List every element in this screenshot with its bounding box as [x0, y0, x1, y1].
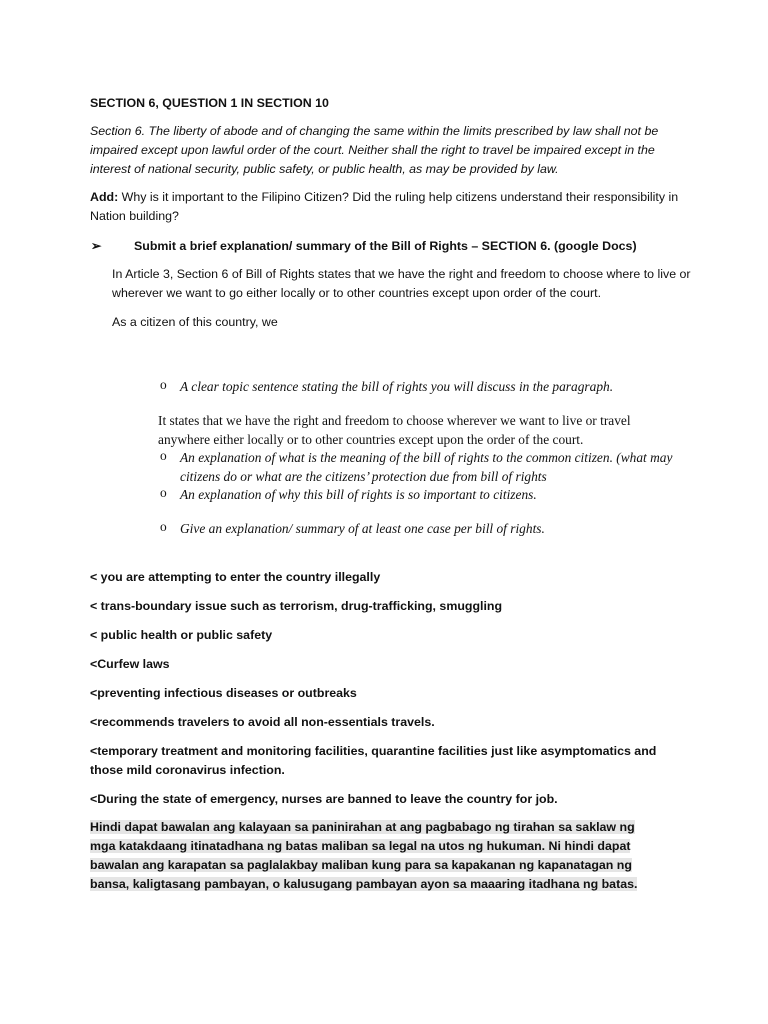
add-question-text: Why is it important to the Filipino Citizen? Did the ruling help citizens understand their responsibility in Nation building?: [90, 190, 679, 223]
add-label: Add:: [90, 190, 119, 204]
section6-quote: Section 6. The liberty of abode and of changing the same within the limits prescribed by law shall not be impaired except upon lawful order of the court. Neither shall the right to travel be impaired except in the interest of national security, public safety, or public health, as may be provided by law.: [90, 124, 659, 176]
circle-bullet-icon: o: [160, 377, 167, 392]
highlighted-filipino-text: Hindi dapat bawalan ang kalayaan sa paninirahan at ang pagbabago ng tirahan sa saklaw ng mga katakdaang itinatadhana ng batas maliban sa legal na utos ng hukuman. Ni hindi dapat bawalan ang karapatan sa paglalakbay maliban kung para sa kapakanan ng kapanatagan ng bansa, kaligtasang pambayan, o kalusugang pambayan ayon sa maaaring itadhana ng batas.: [90, 820, 638, 891]
subitem-topic-sentence: A clear topic sentence stating the bill of rights you will discuss in the paragraph.: [180, 379, 614, 394]
subitem-case-summary: Give an explanation/ summary of at least one case per bill of rights.: [180, 521, 545, 536]
list-item: < public health or public safety: [90, 628, 273, 642]
bullet-instruction: Submit a brief explanation/ summary of the Bill of Rights – SECTION 6. (google Docs): [134, 239, 637, 253]
circle-bullet-icon: o: [160, 448, 167, 463]
citizen-paragraph: As a citizen of this country, we: [112, 315, 278, 329]
list-item: <Curfew laws: [90, 657, 170, 671]
subitem-meaning: An explanation of what is the meaning of the bill of rights to the common citizen. (what may citizens do or what are the citizens’ protection due from bill of rights: [180, 450, 673, 484]
list-item: <temporary treatment and monitoring facilities, quarantine facilities just like asymptomatics and those mild coronavirus infection.: [90, 744, 657, 777]
section-heading: SECTION 6, QUESTION 1 IN SECTION 10: [90, 96, 329, 110]
list-item: <preventing infectious diseases or outbreaks: [90, 686, 357, 700]
circle-bullet-icon: o: [160, 485, 167, 500]
subitem-importance: An explanation of why this bill of rights is so important to citizens.: [180, 487, 537, 502]
list-item: <recommends travelers to avoid all non-essentials travels.: [90, 715, 435, 729]
list-item: < you are attempting to enter the country illegally: [90, 570, 381, 584]
list-item: <During the state of emergency, nurses are banned to leave the country for job.: [90, 792, 558, 806]
states-paragraph: It states that we have the right and freedom to choose wherever we want to live or travel anywhere either locally or to other countries except upon the order of the court.: [158, 413, 631, 447]
list-item: < trans-boundary issue such as terrorism, drug-trafficking, smuggling: [90, 599, 503, 613]
filipino-translation-paragraph: [90, 818, 650, 894]
add-question-paragraph: [90, 188, 690, 226]
circle-bullet-icon: o: [160, 519, 167, 534]
arrow-bullet-icon: ➢: [91, 239, 102, 253]
article3-paragraph: In Article 3, Section 6 of Bill of Rights states that we have the right and freedom to choose where to live or wherever we want to go either locally or to other countries except upon order of the court.: [112, 267, 691, 300]
